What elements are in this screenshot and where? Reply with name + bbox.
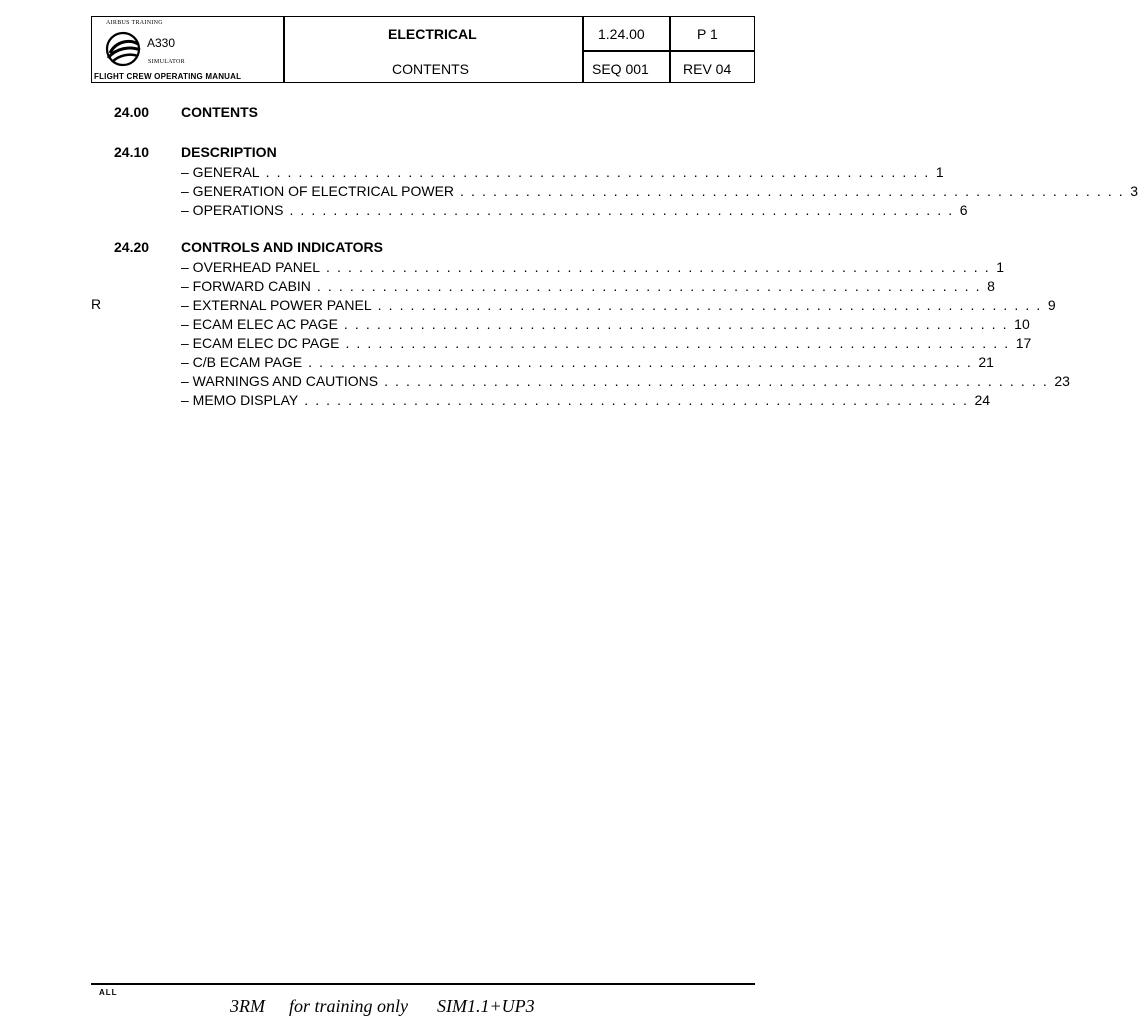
section-title: CONTENTS: [181, 104, 258, 120]
toc-entry-label: – OPERATIONS: [181, 202, 284, 218]
toc-entry: [181, 258, 1005, 276]
toc-entry: [181, 353, 994, 371]
toc-entry-page: 10: [1014, 316, 1030, 332]
leader-dots: . . . . . . . . . . . . . . . . . . . . . . . . . . . . . . . . . . . . . . . . . . . . . . . . . . . . . . . . . . . . .: [289, 202, 954, 218]
toc-entry-label: – EXTERNAL POWER PANEL: [181, 297, 372, 313]
header-divider: [283, 17, 285, 82]
brand-sub-text: SIMULATOR: [148, 59, 185, 65]
leader-dots: . . . . . . . . . . . . . . . . . . . . . . . . . . . . . . . . . . . . . . . . . . . . . . . . . . . . . . . . . . . . .: [304, 392, 969, 408]
toc-entry-label: – GENERAL: [181, 164, 260, 180]
toc-entry: [181, 296, 1056, 314]
toc-entry-label: – ECAM ELEC AC PAGE: [181, 316, 338, 332]
toc-entry: [181, 315, 1030, 333]
brand-top-text: AIRBUS TRAINING: [106, 20, 163, 26]
toc-entry: [181, 391, 991, 409]
leader-dots: . . . . . . . . . . . . . . . . . . . . . . . . . . . . . . . . . . . . . . . . . . . . . . . . . . . . . . . . . . . . .: [345, 335, 1010, 351]
section-title: CONTENTS: [392, 61, 469, 77]
footer-version: SIM1.1+UP3: [437, 996, 535, 1016]
toc-entry-label: – GENERATION OF ELECTRICAL POWER: [181, 183, 455, 199]
chapter-title: ELECTRICAL: [388, 26, 477, 42]
revision-mark: R: [91, 296, 102, 312]
toc-entry-label: – ECAM ELEC DC PAGE: [181, 335, 340, 351]
toc-entry: [181, 334, 1032, 352]
leader-dots: . . . . . . . . . . . . . . . . . . . . . . . . . . . . . . . . . . . . . . . . . . . . . . . . . . . . . . . . . . . . .: [265, 164, 930, 180]
toc-entry-page: 21: [978, 354, 994, 370]
toc-entry: [181, 372, 1070, 390]
manual-title: FLIGHT CREW OPERATING MANUAL: [94, 72, 242, 81]
section-title: DESCRIPTION: [181, 144, 277, 160]
toc-entry-label: – MEMO DISPLAY: [181, 392, 299, 408]
toc-entry-page: 24: [974, 392, 991, 408]
header-divider: [583, 50, 754, 52]
section-number: 24.00: [114, 104, 150, 120]
section-number: 24.20: [114, 239, 150, 255]
aircraft-type: A330: [147, 36, 176, 50]
leader-dots: . . . . . . . . . . . . . . . . . . . . . . . . . . . . . . . . . . . . . . . . . . . . . . . . . . . . . . . . . . . . .: [460, 183, 1125, 199]
toc-entry: [181, 277, 995, 295]
toc-entry-page: 8: [987, 278, 995, 294]
leader-dots: . . . . . . . . . . . . . . . . . . . . . . . . . . . . . . . . . . . . . . . . . . . . . . . . . . . . . . . . . . . . .: [326, 259, 991, 275]
leader-dots: . . . . . . . . . . . . . . . . . . . . . . . . . . . . . . . . . . . . . . . . . . . . . . . . . . . . . . . . . . . . .: [316, 278, 982, 294]
footer-rule: [91, 983, 755, 985]
toc-entry-page: 9: [1047, 297, 1056, 313]
footer-note: for training only: [289, 996, 409, 1016]
document-header: [91, 16, 755, 83]
section-title: CONTROLS AND INDICATORS: [181, 239, 383, 255]
toc-entry-page: 23: [1054, 373, 1070, 389]
effectivity-label: ALL: [99, 988, 118, 997]
toc-entry: [181, 163, 944, 181]
toc-entry-page: 3: [1130, 183, 1138, 199]
airbus-training-logo-icon: [104, 31, 144, 67]
leader-dots: . . . . . . . . . . . . . . . . . . . . . . . . . . . . . . . . . . . . . . . . . . . . . . . . . . . . . . . . . . . . .: [308, 354, 973, 370]
toc-entry-label: – FORWARD CABIN: [181, 278, 311, 294]
toc-entry-page: 17: [1015, 335, 1032, 351]
leader-dots: . . . . . . . . . . . . . . . . . . . . . . . . . . . . . . . . . . . . . . . . . . . . . . . . . . . . . . . . . . . . .: [377, 297, 1042, 313]
footer-code: 3RM: [230, 996, 265, 1016]
sequence-number: SEQ 001: [592, 61, 649, 77]
revision-number: REV 04: [683, 61, 732, 77]
page-number: P 1: [697, 26, 718, 42]
toc-entry-page: 6: [959, 202, 968, 218]
toc-entry-label: – C/B ECAM PAGE: [181, 354, 303, 370]
toc-entry-page: 1: [935, 164, 944, 180]
toc-entry-label: – OVERHEAD PANEL: [181, 259, 321, 275]
toc-entry-page: 1: [996, 259, 1005, 275]
toc-entry: [181, 182, 1138, 200]
leader-dots: . . . . . . . . . . . . . . . . . . . . . . . . . . . . . . . . . . . . . . . . . . . . . . . . . . . . . . . . . . . . .: [384, 373, 1049, 389]
chapter-reference: 1.24.00: [598, 26, 645, 42]
leader-dots: . . . . . . . . . . . . . . . . . . . . . . . . . . . . . . . . . . . . . . . . . . . . . . . . . . . . . . . . . . . . .: [343, 316, 1009, 332]
section-number: 24.10: [114, 144, 150, 160]
toc-entry-label: – WARNINGS AND CAUTIONS: [181, 373, 379, 389]
toc-entry: [181, 201, 968, 219]
